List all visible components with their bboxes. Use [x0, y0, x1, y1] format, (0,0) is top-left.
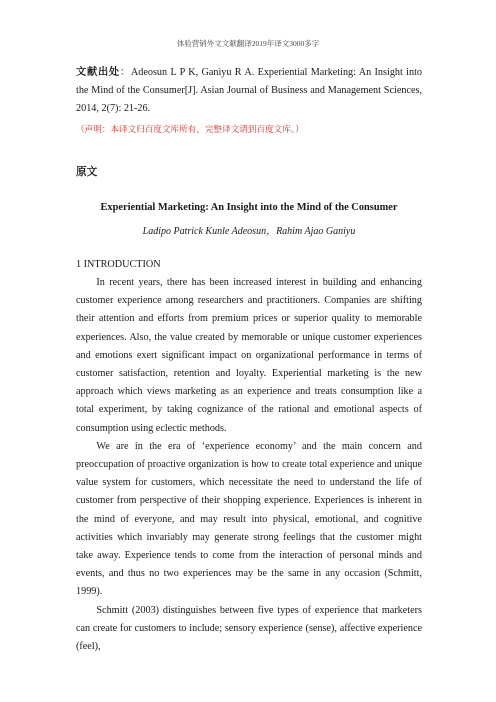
source-label: 文献出处: [76, 67, 120, 78]
paragraph: We are in the era of ‘experience economy’ and the main concern and preoccupation of proactive organization is how to create total experience and unique value system for customers, which necessitate the need to understand the life of customer from perspective of their shopping experience. Experiences is inherent in the mind of everyone, and may result into physical, emotional, and cognitive activities which invariably may generate strong feelings that the customer might take away. Experience tends to come from the interaction of personal minds and events, and thus no two experiences may be the same in any occasion (Schmitt, 1999).: [76, 440, 422, 598]
source-citation-text: Adeosun L P K, Ganiyu R A. Experiential Marketing: An Insight into the Mind of the Consumer[J]. Asian Journal of Business and Management Sciences, 2014, 2(7): 21-26.: [76, 67, 423, 115]
source-colon: ：: [119, 67, 131, 78]
intro-body: [76, 274, 422, 656]
page-header: 体验营销外文文献翻译2019年译文3000多字: [176, 39, 320, 48]
source-citation: [76, 64, 422, 119]
paper-authors: Ladipo Patrick Kunle Adeosun，Rahim Ajao Ganiyu: [142, 226, 356, 237]
section-title: 原文: [76, 167, 98, 178]
paper-title: Experiential Marketing: An Insight into the Mind of the Consumer: [100, 202, 398, 213]
paragraph: In recent years, there has been increased interest in building and enhancing customer experience among researchers and practitioners. Companies are shifting their attention and efforts from premium prices or superior quality to memorable experiences. Also, the value created by memorable or unique customer experiences and emotions exert significant impact on organizational performance in terms of customer satisfaction, retention and loyalty. Experiential marketing is the new approach which views marketing as an experience and treats consumption like a total experiment, by taking cognizance of the rational and emotional aspects of consumption using eclectic methods.: [76, 277, 422, 434]
paragraph: Schmitt (2003) distinguishes between five types of experience that marketers can create for customers to include; sensory experience (sense), affective experience (feel),: [76, 604, 422, 653]
intro-heading: 1 INTRODUCTION: [76, 259, 161, 270]
copyright-notice: （声明：本译文归百度文库所有，完整译文请到百度文库。）: [76, 124, 304, 134]
